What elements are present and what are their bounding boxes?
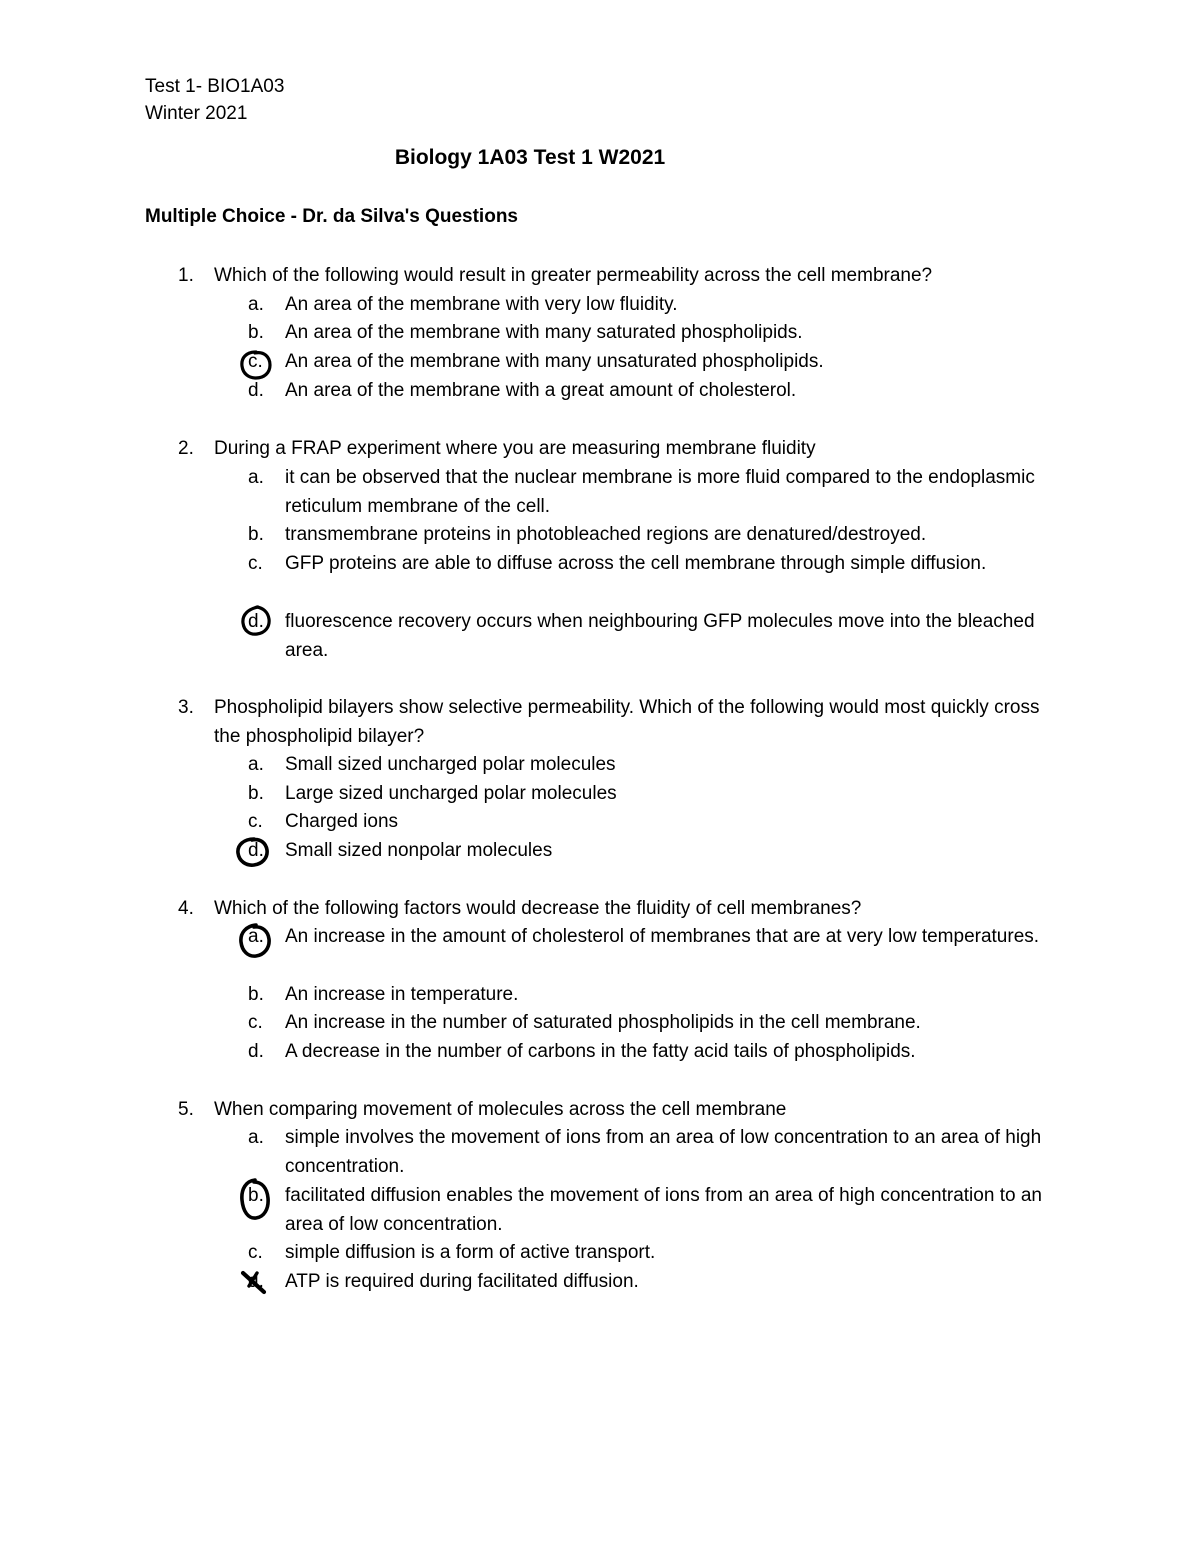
question-text: During a FRAP experiment where you are measuring membrane fluidity: [214, 438, 816, 459]
option-text: An increase in the number of saturated phospholipids in the cell membrane.: [285, 1012, 921, 1033]
option-letter: d.: [248, 1041, 264, 1062]
option-letter: d.: [248, 380, 264, 401]
option-letter: c.: [248, 1012, 263, 1033]
question-text: Which of the following would result in greater permeability across the cell membrane?: [214, 265, 933, 286]
option-text: it can be observed that the nuclear membrane is more fluid compared to the endoplasmic reticulum membrane of the cell.: [285, 467, 1035, 517]
option-letter: b.: [248, 1185, 264, 1206]
option-letter: a.: [248, 754, 264, 775]
header-term: Winter 2021: [145, 103, 248, 124]
option-letter: d.: [248, 840, 264, 861]
option-text: facilitated diffusion enables the movement of ions from an area of high concentration to an area of low concentration.: [285, 1185, 1042, 1235]
option-text: transmembrane proteins in photobleached regions are denatured/destroyed.: [285, 524, 927, 545]
option-text: An area of the membrane with many unsaturated phospholipids.: [285, 351, 824, 372]
option-letter: c.: [248, 553, 263, 574]
option-letter: c.: [248, 351, 263, 372]
option-letter: d.: [248, 1271, 264, 1292]
question-text: Which of the following factors would decrease the fluidity of cell membranes?: [214, 898, 862, 919]
question-number: 5.: [178, 1099, 194, 1120]
option-text: An area of the membrane with very low fluidity.: [285, 294, 678, 315]
option-text: GFP proteins are able to diffuse across the cell membrane through simple diffusion.: [285, 553, 987, 574]
option-letter: a.: [248, 294, 264, 315]
option-letter: a.: [248, 926, 264, 947]
option-letter: c.: [248, 1242, 263, 1263]
option-letter: b.: [248, 322, 264, 343]
option-letter: c.: [248, 811, 263, 832]
option-text: An increase in the amount of cholesterol of membranes that are at very low temperatures.: [285, 926, 1040, 947]
question-number: 4.: [178, 898, 194, 919]
option-text: An area of the membrane with many saturated phospholipids.: [285, 322, 803, 343]
question-text: Phospholipid bilayers show selective permeability. Which of the following would most quickly cross the phospholipid bilayer?: [214, 697, 1040, 747]
option-text: An increase in temperature.: [285, 984, 519, 1005]
option-text: Charged ions: [285, 811, 399, 832]
option-text: Large sized uncharged polar molecules: [285, 783, 617, 804]
question-number: 3.: [178, 697, 194, 718]
option-letter: b.: [248, 524, 264, 545]
option-text: ATP is required during facilitated diffusion.: [285, 1271, 639, 1292]
option-letter: a.: [248, 1127, 264, 1148]
question-text: When comparing movement of molecules across the cell membrane: [214, 1099, 787, 1120]
option-text: Small sized uncharged polar molecules: [285, 754, 616, 775]
question-number: 2.: [178, 438, 194, 459]
section-heading: Multiple Choice - Dr. da Silva's Questions: [145, 206, 518, 227]
option-text: An area of the membrane with a great amount of cholesterol.: [285, 380, 797, 401]
question-number: 1.: [178, 265, 194, 286]
header-course: Test 1- BIO1A03: [145, 76, 285, 97]
option-text: simple diffusion is a form of active transport.: [285, 1242, 656, 1263]
option-text: fluorescence recovery occurs when neighbouring GFP molecules move into the bleached area.: [285, 611, 1035, 661]
option-text: Small sized nonpolar molecules: [285, 840, 553, 861]
option-letter: a.: [248, 467, 264, 488]
option-letter: d.: [248, 611, 264, 632]
option-text: simple involves the movement of ions from an area of low concentration to an area of high concentration.: [285, 1127, 1042, 1177]
option-text: A decrease in the number of carbons in the fatty acid tails of phospholipids.: [285, 1041, 916, 1062]
option-letter: b.: [248, 783, 264, 804]
option-letter: b.: [248, 984, 264, 1005]
document-title: Biology 1A03 Test 1 W2021: [394, 146, 666, 169]
